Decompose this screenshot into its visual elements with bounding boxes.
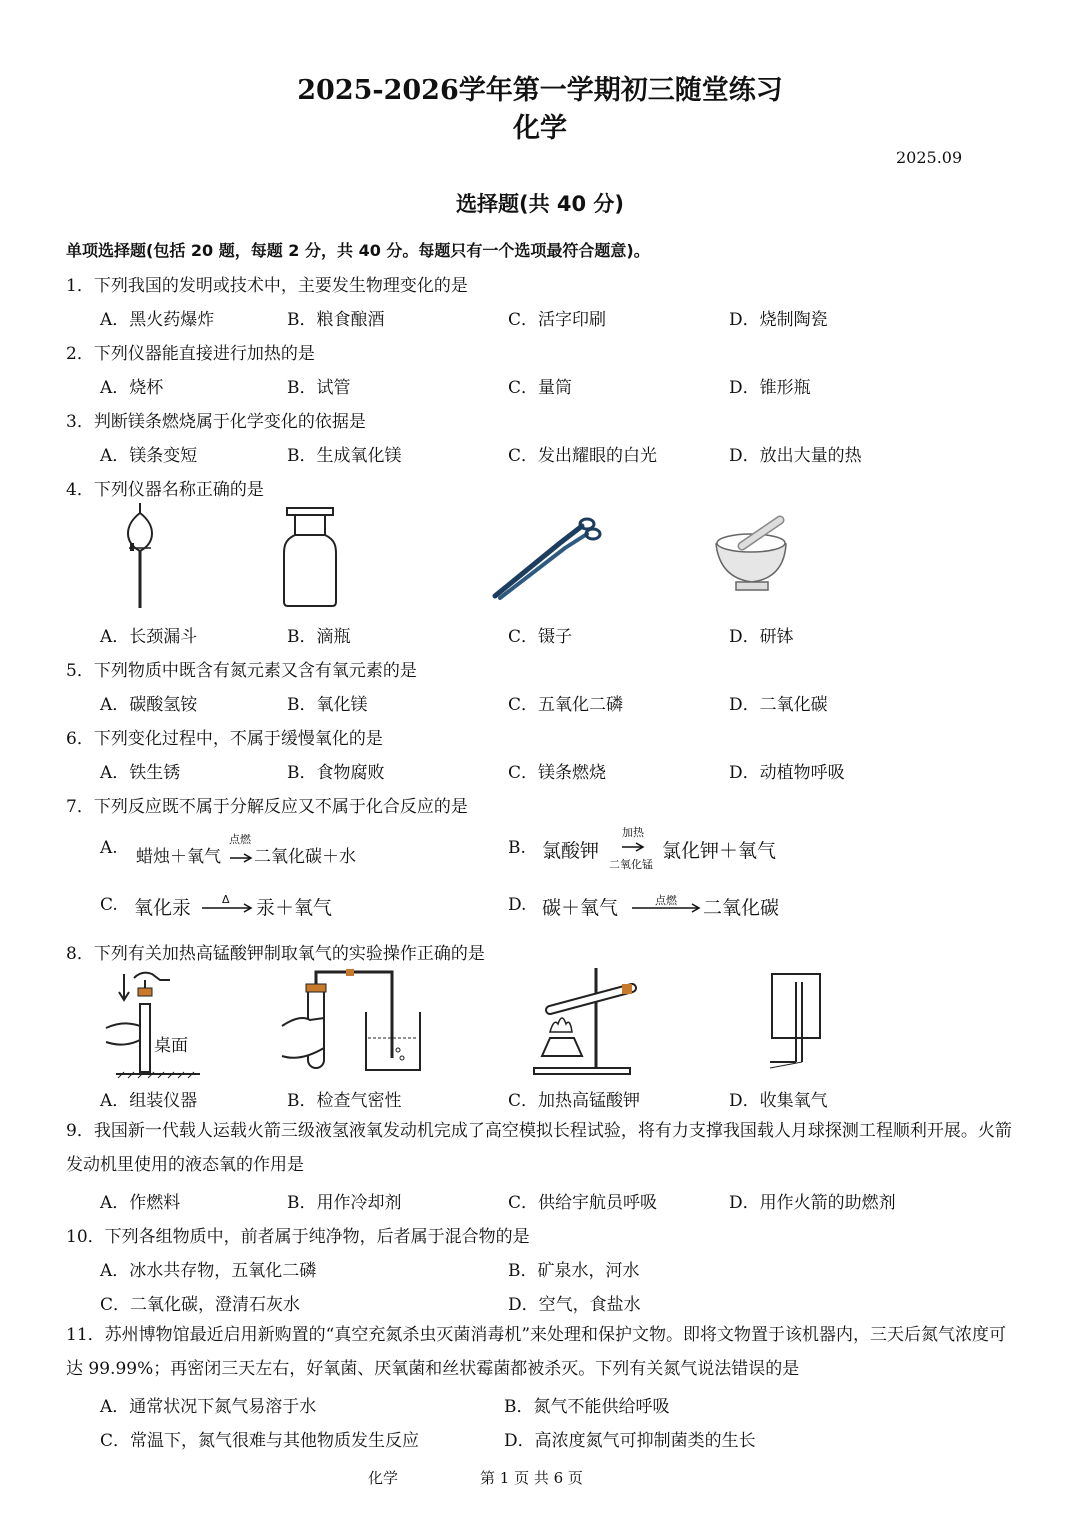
q11-option-c: C．常温下，氮气很难与其他物质发生反应	[100, 1431, 420, 1451]
q9-option-d: D．用作火箭的助燃剂	[729, 1193, 896, 1213]
heating-kmno4-figure	[530, 966, 650, 1078]
q4-option-a: A．长颈漏斗	[100, 627, 198, 647]
exam-title: 2025-2026学年第一学期初三随堂练习	[297, 75, 783, 106]
q7-d-products: 二氧化碳	[703, 897, 780, 919]
q7-b-arrow	[622, 842, 646, 852]
section-instructions: 单项选择题(包括 20 题，每题 2 分，共 40 分。每题只有一个选项最符合题意)。	[66, 241, 650, 260]
q7-a-products: 二氧化碳＋水	[254, 847, 356, 867]
q2-option-d: D．锥形瓶	[729, 378, 811, 398]
exam-subject: 化学	[513, 113, 567, 144]
q6-option-d: D．动植物呼吸	[729, 763, 845, 783]
question-8-stem: 8．下列有关加热高锰酸钾制取氧气的实验操作正确的是	[66, 944, 485, 964]
q7-option-a-label: A.	[100, 838, 118, 858]
q1-option-c: C．活字印刷	[508, 310, 607, 330]
q3-option-c: C．发出耀眼的白光	[508, 446, 658, 466]
q10-option-d: D．空气，食盐水	[508, 1295, 641, 1315]
q7-option-c-label: C.	[100, 895, 118, 915]
q9-option-a: A．作燃料	[100, 1193, 181, 1213]
q1-option-a: A．黑火药爆炸	[100, 310, 215, 330]
q8-option-b: B．检查气密性	[287, 1091, 402, 1111]
q3-option-a: A．镁条变短	[100, 446, 198, 466]
q6-option-c: C．镁条燃烧	[508, 763, 607, 783]
q7-d-arrow	[632, 903, 702, 913]
q2-option-a: A．烧杯	[100, 378, 164, 398]
q5-option-b: B．氧化镁	[287, 695, 368, 715]
q1-option-b: B．粮食酿酒	[287, 310, 385, 330]
q3-option-d: D．放出大量的热	[729, 446, 862, 466]
collect-oxygen-figure	[766, 972, 826, 1072]
question-1-stem: 1．下列我国的发明或技术中，主要发生物理变化的是	[66, 276, 468, 296]
q7-a-arrow	[230, 853, 254, 863]
q9-option-b: B．用作冷却剂	[287, 1193, 402, 1213]
q7-c-arrow	[202, 903, 254, 913]
q11-option-d: D．高浓度氮气可抑制菌类的生长	[504, 1431, 756, 1451]
reagent-bottle-figure	[282, 508, 337, 610]
q7-c-condition: Δ	[222, 893, 230, 906]
q7-b-reactants: 氯酸钾	[542, 840, 600, 862]
q1-option-d: D．烧制陶瓷	[729, 310, 828, 330]
q7-b-condition-top: 加热	[622, 826, 644, 839]
q7-d-reactants: 碳＋氧气	[542, 897, 619, 919]
q2-option-c: C．量筒	[508, 378, 573, 398]
q8-option-a: A．组装仪器	[100, 1091, 198, 1111]
question-6-stem: 6．下列变化过程中，不属于缓慢氧化的是	[66, 729, 383, 749]
q10-option-b: B．矿泉水，河水	[508, 1261, 640, 1281]
exam-date: 2025.09	[896, 148, 963, 167]
question-7-stem: 7．下列反应既不属于分解反应又不属于化合反应的是	[66, 797, 468, 817]
q8-option-c: C．加热高锰酸钾	[508, 1091, 641, 1111]
q2-option-b: B．试管	[287, 378, 351, 398]
q9-option-c: C．供给宇航员呼吸	[508, 1193, 658, 1213]
question-4-stem: 4．下列仪器名称正确的是	[66, 480, 264, 500]
section-title: 选择题(共 40 分)	[455, 192, 625, 216]
question-10-stem: 10．下列各组物质中，前者属于纯净物，后者属于混合物的是	[66, 1227, 530, 1247]
q7-a-reactants: 蜡烛＋氧气	[136, 847, 221, 867]
mortar-pestle-figure	[712, 516, 792, 596]
table-label: 桌面	[154, 1036, 188, 1056]
q10-option-c: C．二氧化碳，澄清石灰水	[100, 1295, 301, 1315]
q6-option-a: A．铁生锈	[100, 763, 181, 783]
airtightness-check-figure	[280, 968, 430, 1078]
q5-option-d: D．二氧化碳	[729, 695, 828, 715]
q5-option-a: A．碳酸氢铵	[100, 695, 198, 715]
q11-option-b: B．氮气不能供给呼吸	[504, 1397, 670, 1417]
q7-c-products: 汞＋氧气	[256, 897, 333, 919]
question-9-stem: 9．我国新一代载人运载火箭三级液氢液氧发动机完成了高空模拟长程试验，将有力支撑我国载人月球探测工程顺利开展。火箭发动机里使用的液态氧的作用是	[66, 1121, 1012, 1175]
question-5-stem: 5．下列物质中既含有氮元素又含有氧元素的是	[66, 661, 417, 681]
q7-option-d-label: D.	[508, 895, 527, 915]
footer-subject: 化学	[368, 1469, 399, 1487]
q4-option-b: B．滴瓶	[287, 627, 351, 647]
assemble-apparatus-figure	[100, 966, 210, 1078]
q7-c-reactants: 氧化汞	[134, 897, 192, 919]
q7-b-condition-bottom: 二氧化锰	[609, 858, 653, 871]
q7-d-condition: 点燃	[655, 894, 677, 907]
q11-option-a: A．通常状况下氮气易溶于水	[100, 1397, 317, 1417]
q7-a-condition: 点燃	[229, 833, 251, 846]
q7-option-b-label: B.	[508, 838, 526, 858]
q8-option-d: D．收集氧气	[729, 1091, 828, 1111]
q5-option-c: C．五氧化二磷	[508, 695, 624, 715]
q4-option-d: D．研钵	[729, 627, 794, 647]
question-3-stem: 3．判断镁条燃烧属于化学变化的依据是	[66, 412, 366, 432]
separatory-funnel-figure	[120, 503, 170, 613]
question-11-stem: 11．苏州博物馆最近启用新购置的“真空充氮杀虫灭菌消毒机”来处理和保护文物。即将文物置于该机器内，三天后氮气浓度可达 99.99%；再密闭三天左右，好氧菌、厌氧菌和丝状霉菌都被杀灭。下列有关氮气说法错误的是	[66, 1325, 1007, 1379]
q10-option-a: A．冰水共存物，五氧化二磷	[100, 1261, 317, 1281]
q4-option-c: C．镊子	[508, 627, 573, 647]
crucible-tongs-figure	[490, 518, 600, 603]
footer-page-info: 第 1 页 共 6 页	[480, 1469, 583, 1487]
question-2-stem: 2．下列仪器能直接进行加热的是	[66, 344, 315, 364]
q6-option-b: B．食物腐败	[287, 763, 385, 783]
q3-option-b: B．生成氧化镁	[287, 446, 402, 466]
q7-b-products: 氯化钾＋氧气	[662, 840, 777, 862]
